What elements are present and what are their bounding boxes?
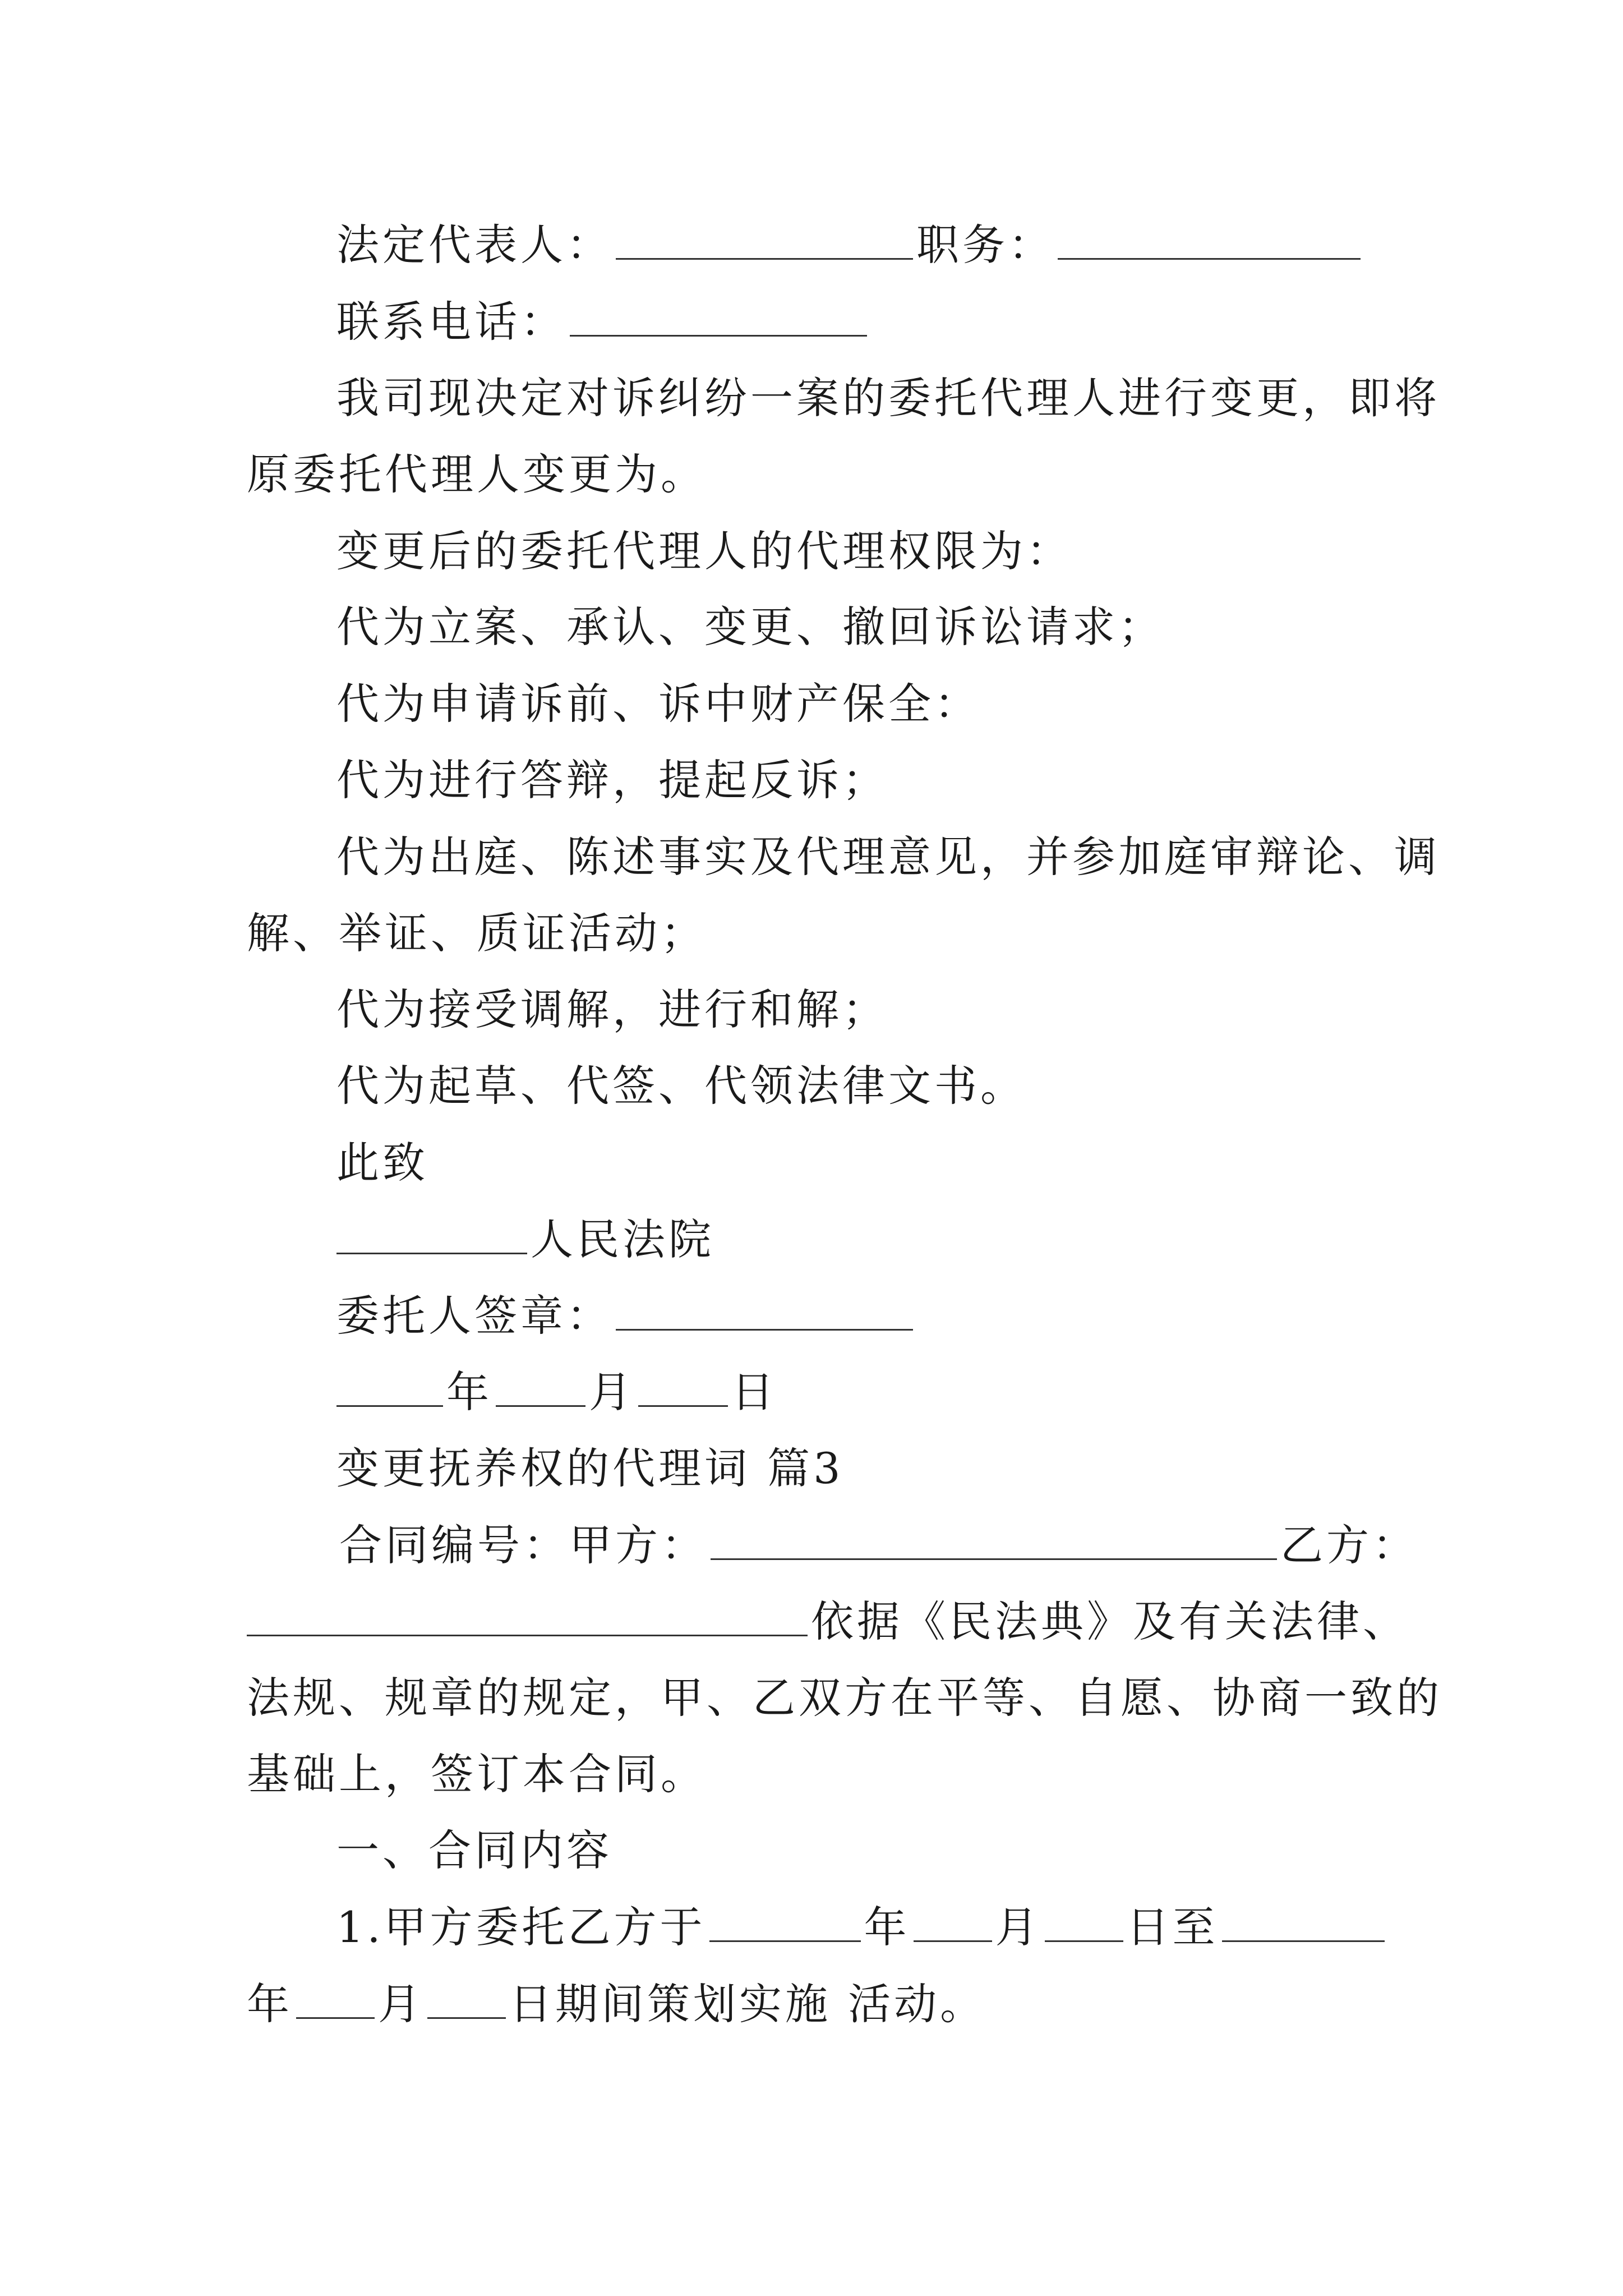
contract-parties-line	[339, 1520, 1418, 1570]
party-b-label: 乙方：	[1280, 1520, 1418, 1570]
signature-blank[interactable]	[616, 1294, 913, 1331]
end-year-blank[interactable]	[1222, 1906, 1385, 1942]
basis-text: 依据《民法典》及有关法律、	[811, 1596, 1409, 1646]
start-month-blank[interactable]	[914, 1906, 992, 1942]
change-paragraph-line-1: 我司现决定对诉纠纷一案的委托代理人进行变更，即将	[336, 373, 1440, 423]
salutation: 此致	[336, 1138, 428, 1188]
authority-item-4-line-1: 代为出庭、陈述事实及代理意见，并参加庭审辩论、调	[336, 832, 1440, 882]
contract-item-1-line-1	[336, 1902, 1388, 1952]
party-a-blank[interactable]	[711, 1524, 1277, 1560]
court-suffix: 人民法院	[531, 1214, 714, 1264]
year-char: 年	[446, 1367, 492, 1417]
month-blank[interactable]	[496, 1370, 585, 1407]
legal-representative-blank[interactable]	[616, 223, 913, 260]
start-year-blank[interactable]	[709, 1906, 861, 1942]
content-heading: 一、合同内容	[336, 1825, 612, 1875]
phone-blank[interactable]	[570, 300, 867, 337]
date-line	[336, 1367, 777, 1417]
signature-label: 委托人签章：	[336, 1291, 612, 1341]
item-1-to: 日至	[1126, 1902, 1219, 1952]
basis-line-3: 基础上，签订本合同。	[247, 1749, 707, 1799]
position-blank[interactable]	[1058, 223, 1361, 260]
basis-line-1	[247, 1596, 1409, 1646]
end-month-blank[interactable]	[296, 1982, 375, 2019]
year-blank[interactable]	[336, 1370, 443, 1407]
party-b-blank[interactable]	[247, 1600, 808, 1636]
legal-representative-label: 法定代表人：	[336, 220, 612, 270]
basis-line-2: 法规、规章的规定，甲、乙双方在平等、自愿、协商一致的	[247, 1673, 1442, 1723]
authority-item-6: 代为起草、代签、代领法律文书。	[336, 1061, 1026, 1111]
end-year-char: 年	[247, 1979, 293, 2029]
court-line	[336, 1214, 714, 1264]
position-label: 职务：	[916, 220, 1054, 270]
end-month-char: 月	[378, 1979, 424, 2029]
authority-item-1: 代为立案、承认、变更、撤回诉讼请求；	[336, 602, 1164, 652]
authority-item-5: 代为接受调解，进行和解；	[336, 984, 888, 1034]
change-paragraph-line-2: 原委托代理人变更为。	[247, 449, 707, 499]
start-day-blank[interactable]	[1045, 1906, 1123, 1942]
authority-item-3: 代为进行答辩，提起反诉；	[336, 755, 888, 805]
item-1-end: 日期间策划实施 活动。	[509, 1979, 986, 2029]
day-blank[interactable]	[638, 1370, 728, 1407]
contract-item-1-line-2	[247, 1979, 986, 2029]
contract-number-party-a-label: 合同编号：甲方：	[339, 1520, 707, 1570]
signature-line	[336, 1291, 916, 1341]
day-char: 日	[731, 1367, 777, 1417]
authority-heading: 变更后的委托代理人的代理权限为：	[336, 526, 1072, 576]
court-name-blank[interactable]	[336, 1218, 527, 1254]
start-year-char: 年	[864, 1902, 910, 1952]
authority-item-2: 代为申请诉前、诉中财产保全：	[336, 679, 980, 729]
item-1-prefix: 1.甲方委托乙方于	[336, 1902, 706, 1952]
phone-label: 联系电话：	[336, 297, 566, 347]
legal-representative-line	[336, 220, 1364, 270]
phone-line	[336, 297, 870, 347]
authority-item-4-line-2: 解、举证、质证活动；	[247, 908, 707, 958]
month-char: 月	[589, 1367, 635, 1417]
start-month-char: 月	[995, 1902, 1041, 1952]
section-title: 变更抚养权的代理词 篇3	[336, 1443, 844, 1493]
end-day-blank[interactable]	[427, 1982, 506, 2019]
